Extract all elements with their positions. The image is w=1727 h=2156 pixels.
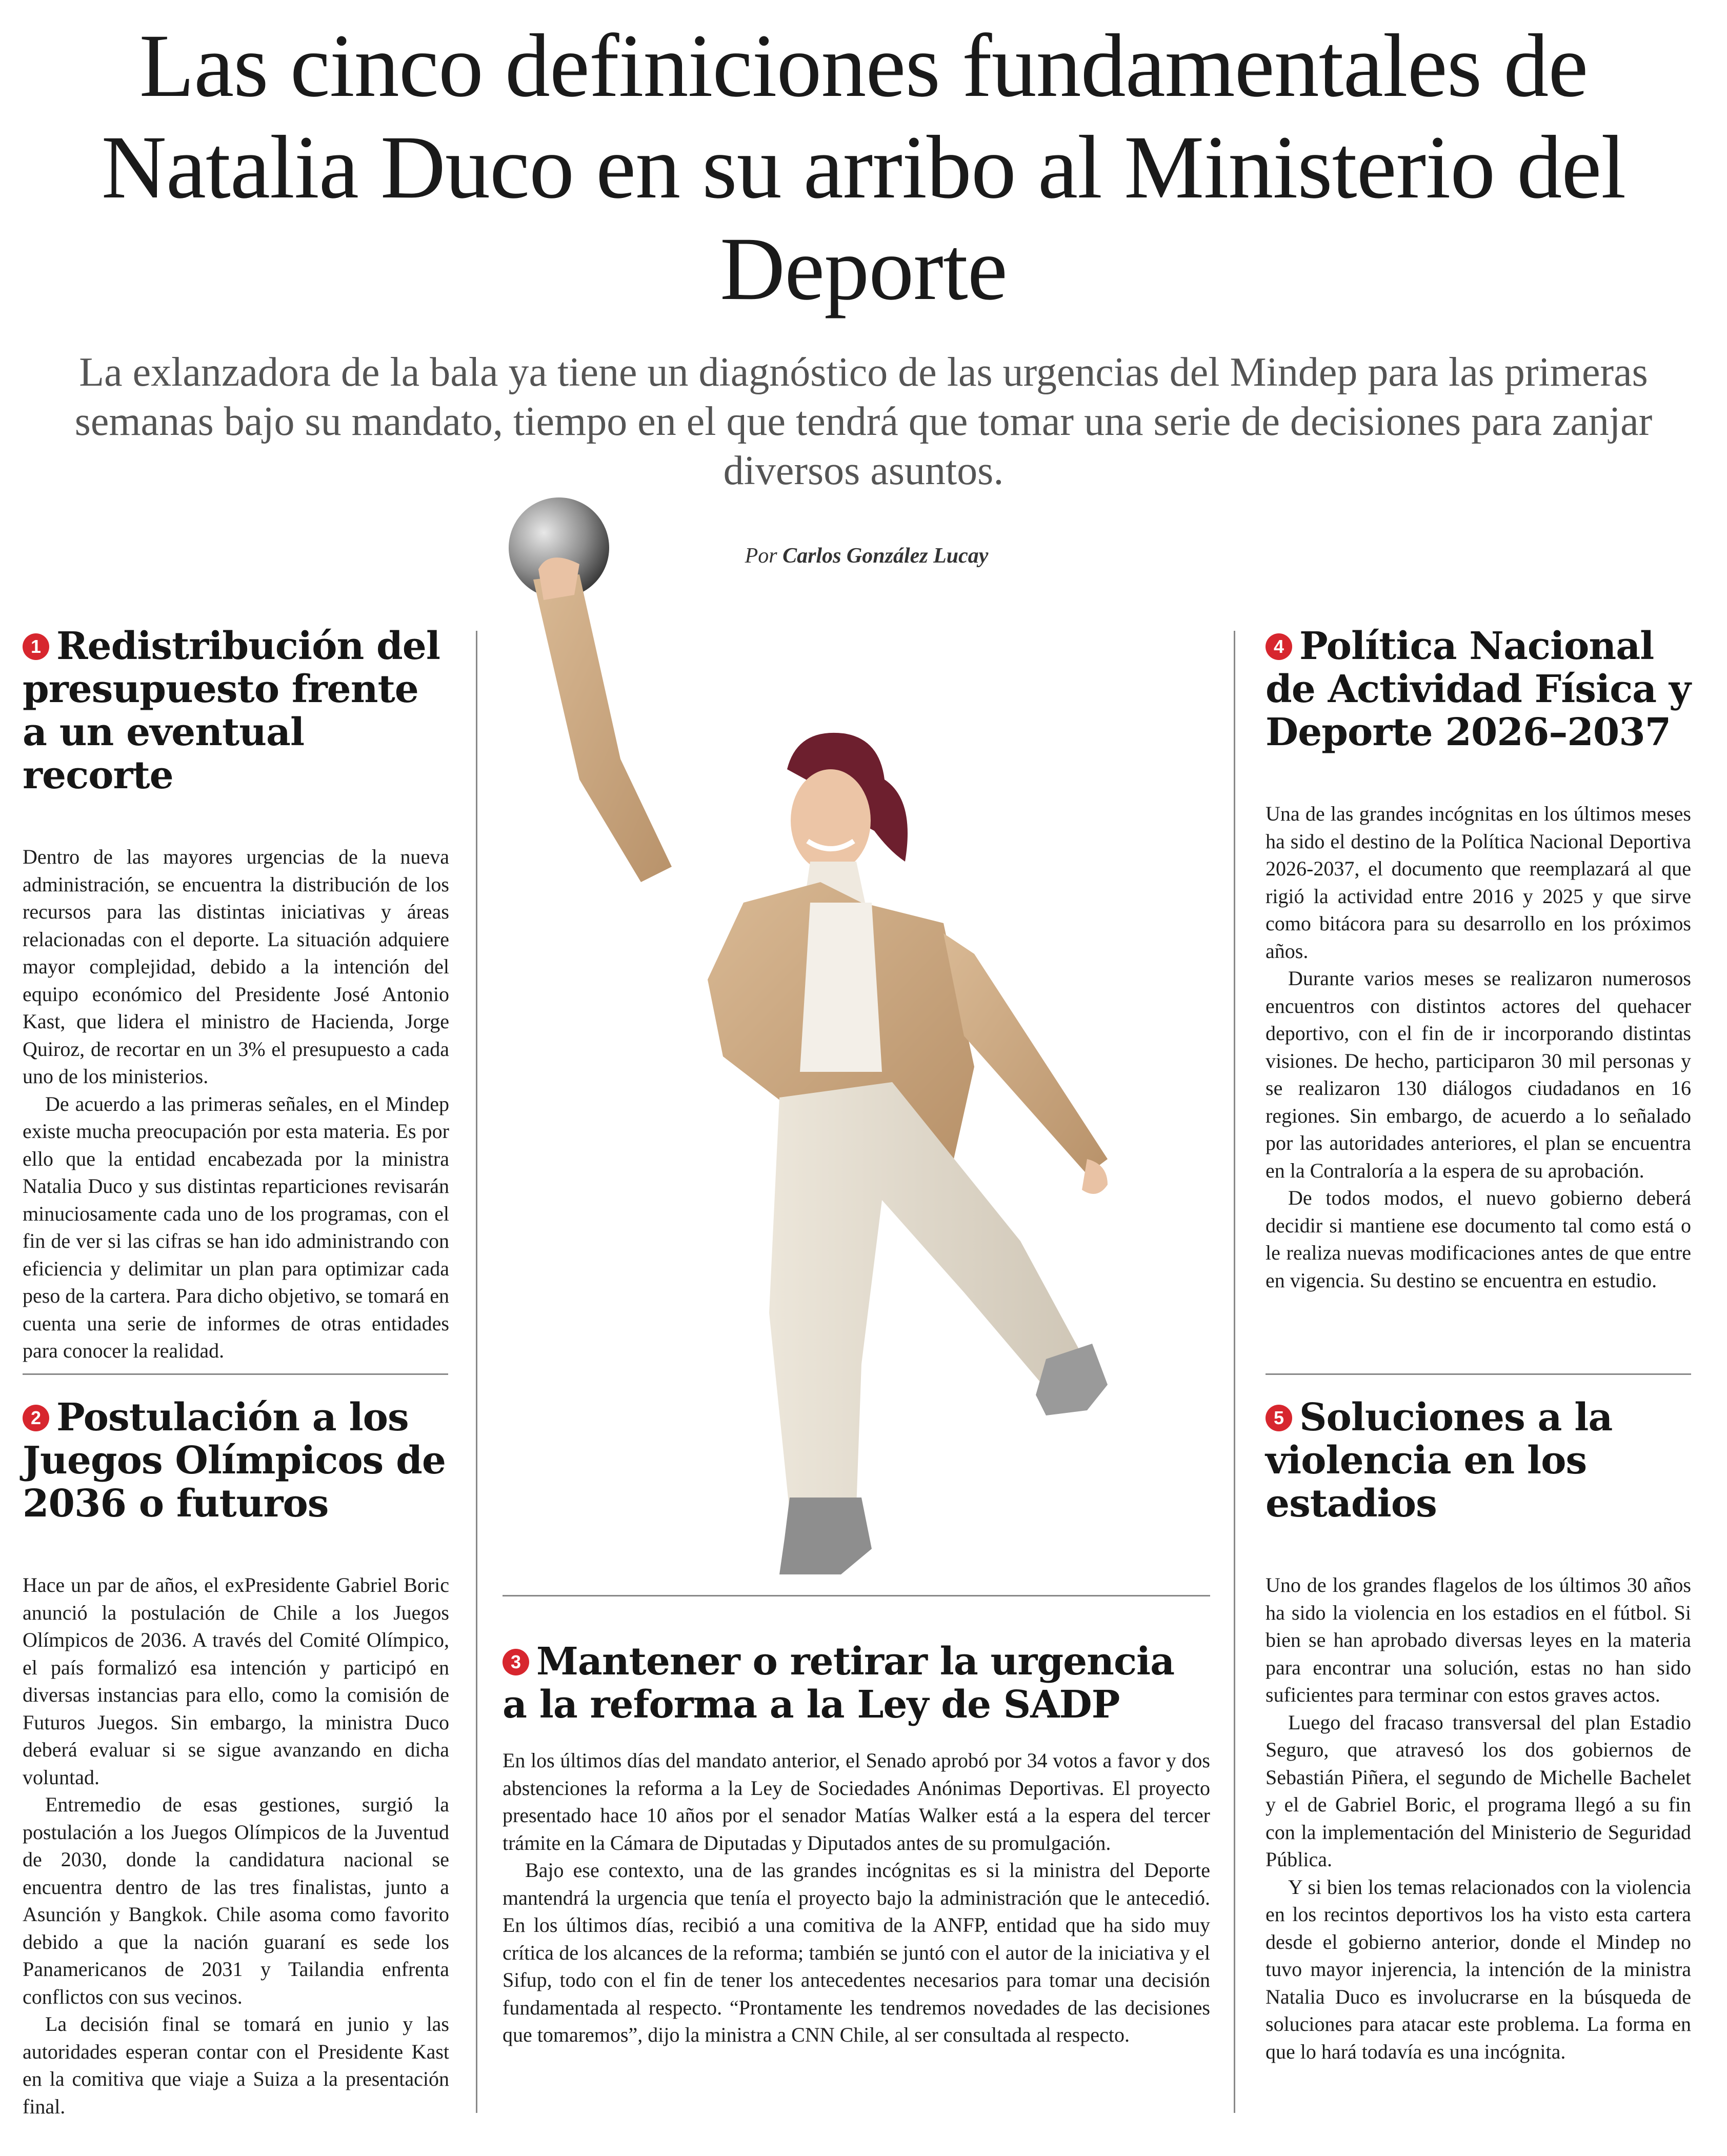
section-3 xyxy=(503,1640,1210,2049)
section-2 xyxy=(23,1396,449,2120)
section-4 xyxy=(1266,625,1691,1294)
section-5-paragraph: Luego del fracaso transversal del plan Estadio Seguro, que atravesó los dos gobiernos de Sebastián Piñera, el segundo de Michelle Bachelet y el de Gabriel Boric, el programa llegó a su fin con la implementación del Ministerio de Seguridad Pública. xyxy=(1266,1710,1691,1871)
section-5-title: 5 Soluciones a la violencia en los estadios xyxy=(1266,1395,1613,1526)
section-number-badge: 2 xyxy=(23,1405,49,1431)
section-2-paragraph: Hace un par de años, el exPresidente Gabriel Boric anunció la postulación de Chile a los Juegos Olímpicos de 2036. A través del Comité Olímpico, el país formalizó esa intención y participó en diversas instancias para ello, como la comisión de Futuros Juegos. Sin embargo, la ministra Duco deberá evaluar si se sigue avanzando en dicha voluntad. xyxy=(23,1573,449,1789)
section-1-paragraph: Dentro de las mayores urgencias de la nueva administración, se encuentra la distribución de los recursos para las distintas iniciativas y áreas relacionadas con el deporte. La situación adquiere mayor complejidad, debido a la intención del equipo económico del Presidente José Antonio Kast, que lidera el ministro de Hacienda, Jorge Quiroz, de recortar en un 3% el presupuesto a cada uno de los ministerios. xyxy=(23,845,449,1088)
section-4-paragraph: De todos modos, el nuevo gobierno deberá decidir si mantiene ese documento tal como está o le realiza nuevas modificaciones antes de que entre en vigencia. Su destino se encuentra en estudio. xyxy=(1266,1186,1691,1292)
section-3-paragraph: En los últimos días del mandato anterior, el Senado aprobó por 34 votos a favor y dos abstenciones la reforma a la Ley de Sociedades Anónimas Deportivas. El proyecto presentado hace 10 años por el senador Matías Walker está a la espera del tercer trámite en la Cámara de Diputadas y Diputados antes de su promulgación. xyxy=(503,1749,1210,1854)
column-rule-right xyxy=(1234,631,1235,2113)
section-5-paragraph: Uno de los grandes flagelos de los últimos 30 años ha sido la violencia en los estadios en el fútbol. Si bien se han aprobado diversas leyes en la materia para encontrar una solución, estas no han sido suficientes para terminar con estos graves actos. xyxy=(1266,1573,1691,1706)
section-number-badge: 3 xyxy=(503,1649,529,1675)
section-2-paragraph: Entremedio de esas gestiones, surgió la postulación a los Juegos Olímpicos de la Juventud de 2030, donde la candidatura nacional se encuentra dentro de las tres finalistas, junto a Asunción y Bangkok. Chile asoma como favorito debido a que la nación guaraní es sede los Panamericanos de 2031 y Tailandia enfrenta conflictos con sus vecinos. xyxy=(23,1793,449,2008)
section-number-badge: 5 xyxy=(1266,1405,1292,1431)
section-1 xyxy=(23,625,449,1365)
section-number-badge: 4 xyxy=(1266,633,1292,660)
column-rule-left xyxy=(476,631,477,2113)
section-4-title: 4 Política Nacional de Actividad Física y Deporte 2026–2037 xyxy=(1266,624,1691,754)
section-3-paragraph: Bajo ese contexto, una de las grandes incógnitas es si la ministra del Deporte mantendrá la urgencia que tenía el proyecto bajo la administración que le antecedió. En los últimos días, recibió a una comitiva de la ANFP, entidad que ha sido muy crítica de los alcances de la reforma; también se juntó con el autor de la iniciativa y el Sifup, todo con el fin de tener los antecedentes necesarios para tomar una decisión fundamentada al respecto. “Prontamente les tendremos novedades de las decisiones que tomaremos”, dijo la ministra a CNN Chile, al ser consultada al respecto. xyxy=(503,1859,1210,2046)
section-divider-center xyxy=(503,1595,1210,1596)
section-5 xyxy=(1266,1396,1691,2065)
byline-author: Carlos González Lucay xyxy=(782,544,989,568)
headline: Las cinco definiciones fundamentales de Natalia Duco en su arribo al Ministerio del Deporte xyxy=(101,16,1626,319)
section-divider-left xyxy=(23,1373,448,1375)
section-1-title: 1 Redistribución del presupuesto frente a un eventual recorte xyxy=(23,624,440,797)
dek: La exlanzadora de la bala ya tiene un diagnóstico de las urgencias del Mindep para las primeras semanas bajo su mandato, tiempo en el que tendrá que tomar una serie de decisiones para zanjar diversos asuntos. xyxy=(74,350,1653,493)
section-4-paragraph: Una de las grandes incógnitas en los últimos meses ha sido el destino de la Política Nacional Deportiva 2026-2037, el documento que reemplazará al que rigió la actividad entre 2016 y 2025 y que sirve como bitácora para su desarrollo en los próximos años. xyxy=(1266,802,1691,963)
section-3-title: 3 Mantener o retirar la urgencia a la reforma a la Ley de SADP xyxy=(503,1640,1175,1727)
section-4-paragraph: Durante varios meses se realizaron numerosos encuentros con distintos actores del quehacer deportivo, con el fin de ir incorporando distintas visiones. De hecho, participaron 30 mil personas y se realizaron 130 diálogos ciudadanos en 16 regiones. Sin embargo, de acuerdo a lo señalado por las autoridades anteriores, el plan se encuentra en la Contraloría a la espera de su aprobación. xyxy=(1266,967,1691,1182)
section-number-badge: 1 xyxy=(23,633,49,660)
shot-put-athlete-photo xyxy=(503,492,1154,1595)
section-1-paragraph: De acuerdo a las primeras señales, en el Mindep existe mucha preocupación por esta materia. Es por ello que la entidad encabezada por la ministra Natalia Duco y sus distintas reparticiones revisarán minuciosamente cada uno de los programas, con el fin de ver si las cifras se han ido administrando con eficiencia y delimitar un plan para optimizar cada peso de la cartera. Para dicho objetivo, se tomará en cuenta una serie de informes de otras entidades para conocer la realidad. xyxy=(23,1092,449,1362)
byline-prefix: Por xyxy=(745,544,777,568)
section-2-title: 2 Postulación a los Juegos Olímpicos de 2036 o futuros xyxy=(23,1395,446,1526)
section-divider-right xyxy=(1266,1373,1691,1375)
section-2-paragraph: La decisión final se tomará en junio y las autoridades esperan contar con el Presidente Kast en la comitiva que viaje a Suiza a la presentación final. xyxy=(23,2012,449,2118)
section-5-paragraph: Y si bien los temas relacionados con la violencia en los recintos deportivos los ha visto esta cartera desde el gobierno anterior, donde el Mindep no tuvo mayor injerencia, la intención de la ministra Natalia Duco es involucrarse en la búsqueda de soluciones para atacar este problema. La forma en que lo hará todavía es una incógnita. xyxy=(1266,1875,1691,2063)
